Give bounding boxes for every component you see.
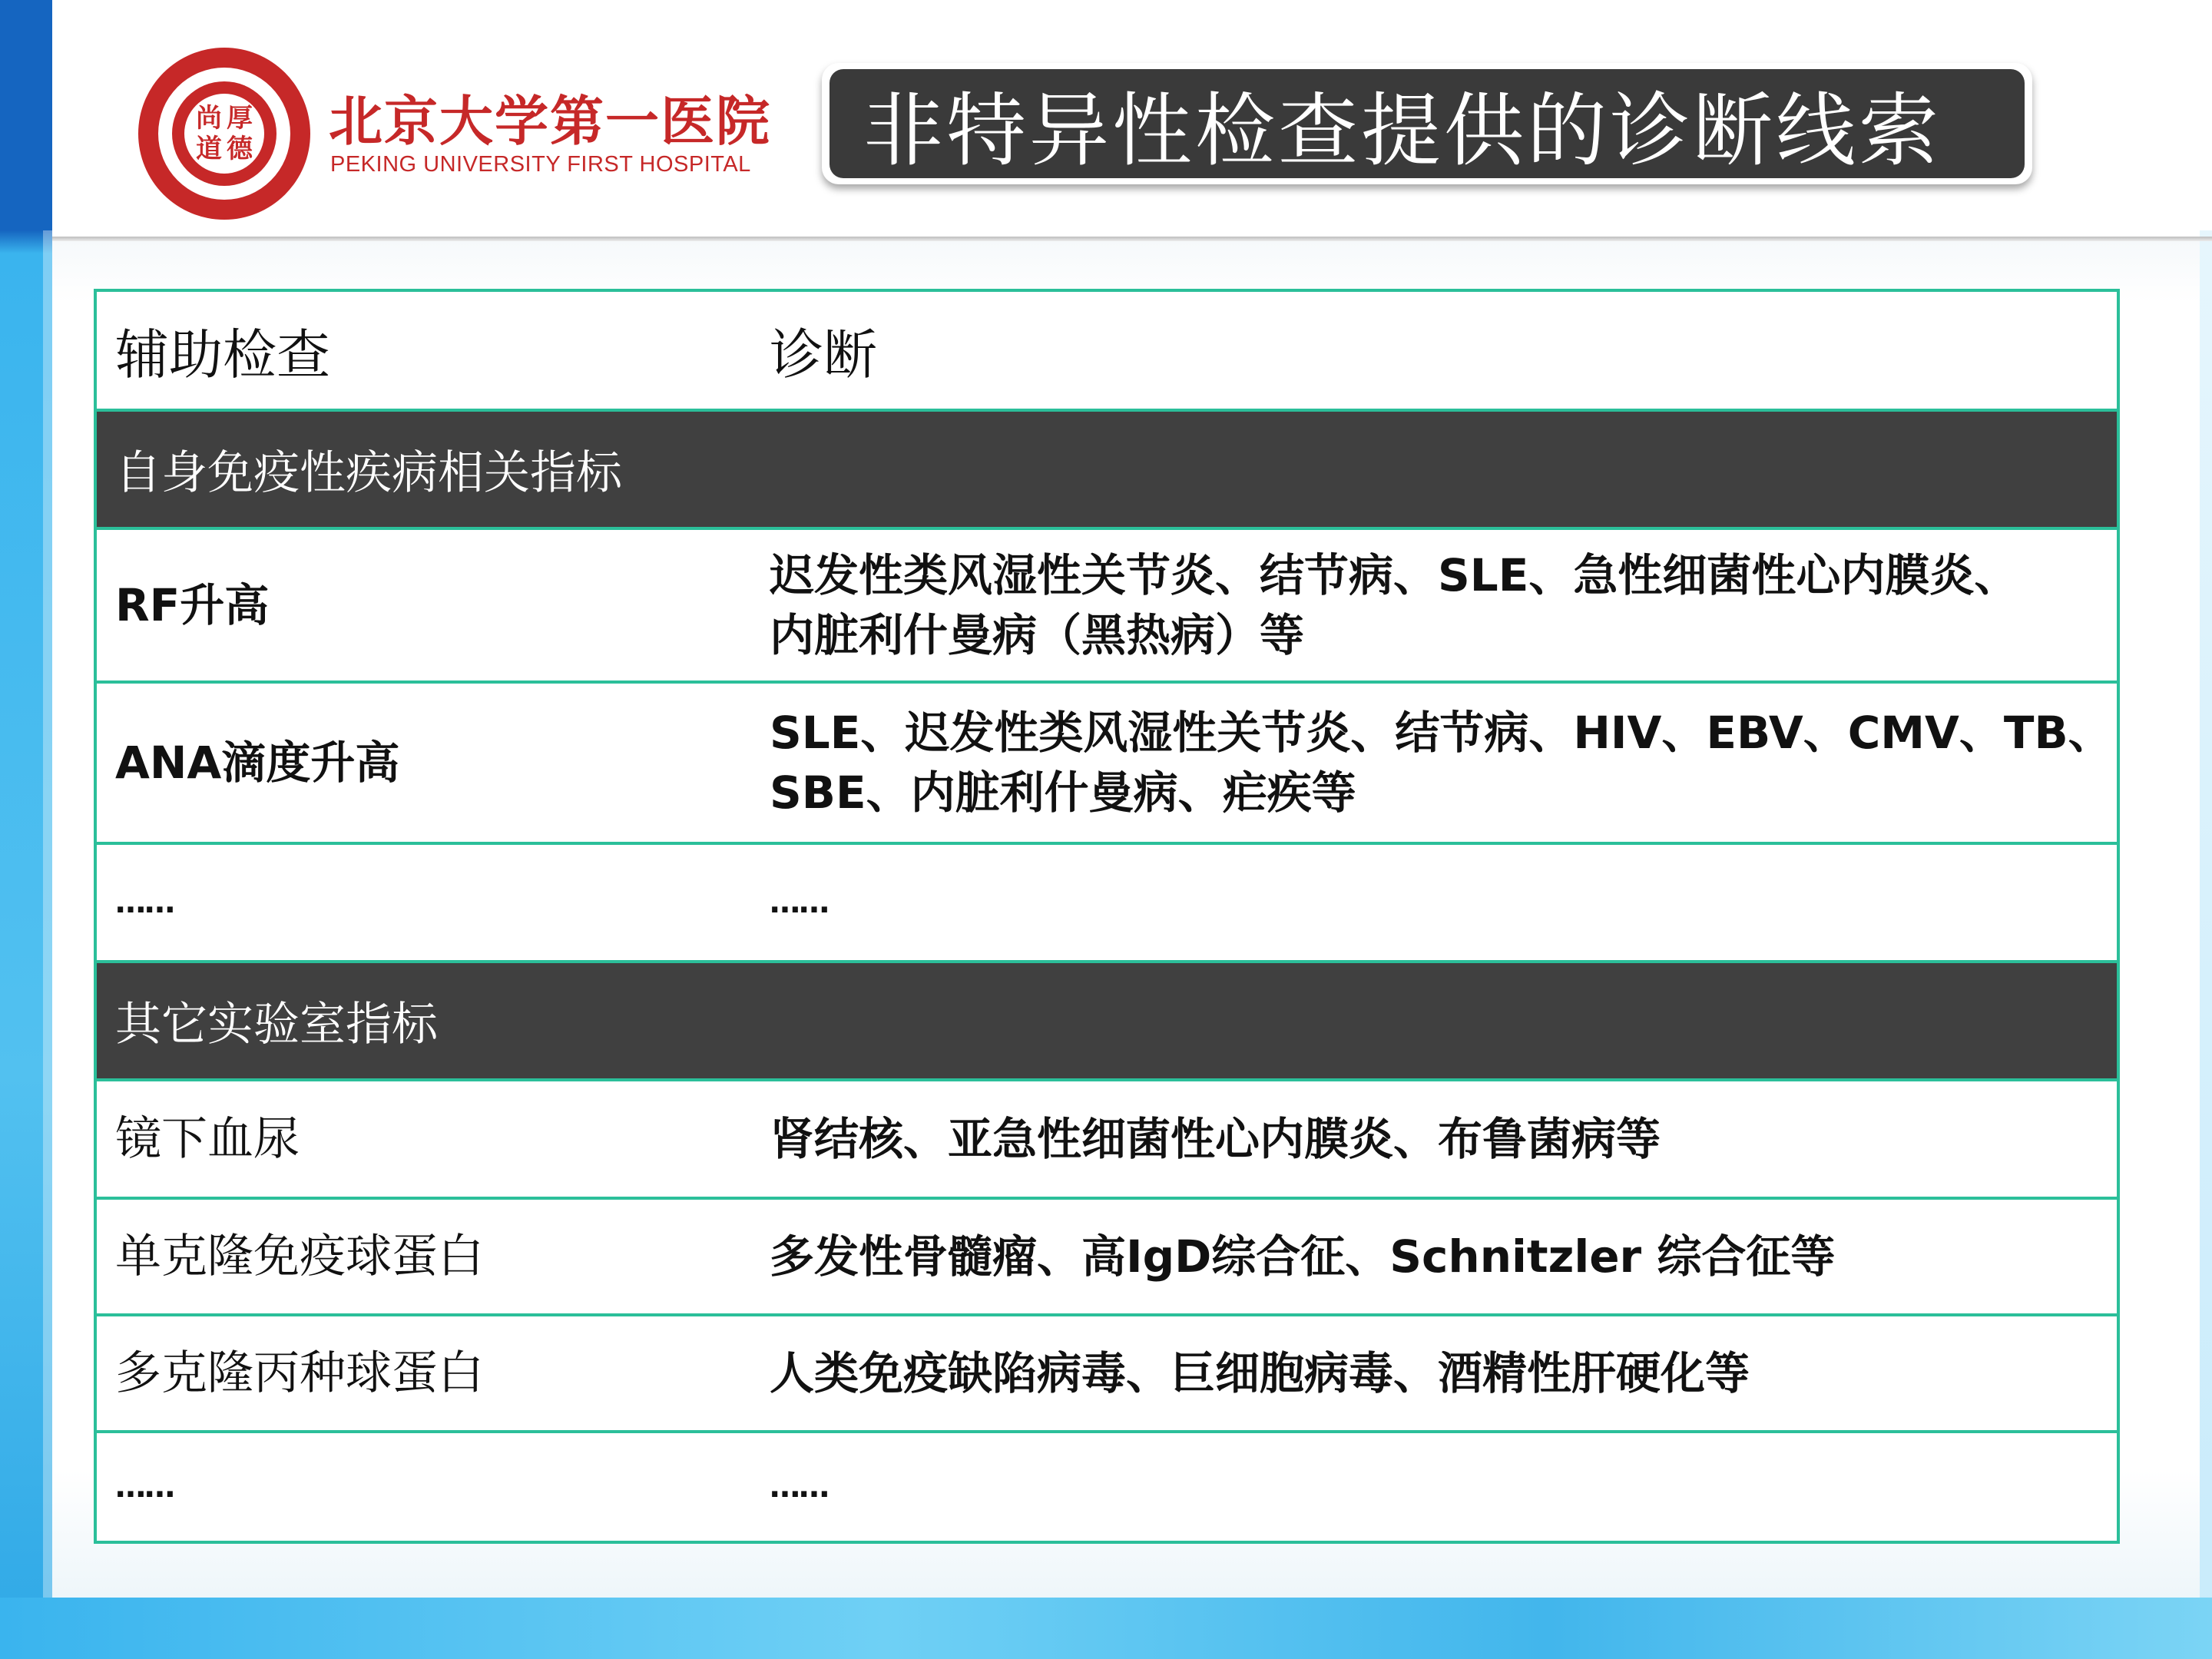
table-header-row: [97, 292, 2117, 412]
section-header-autoimmune: [97, 412, 2117, 530]
column-header-diagnosis: 诊断: [770, 323, 877, 386]
test-cell: ……: [115, 885, 174, 920]
section-header-other-lab: [97, 963, 2117, 1081]
test-cell: ANA滴度升高: [115, 737, 400, 789]
table-row: [97, 1081, 2117, 1200]
slide-title-box: [822, 63, 2032, 184]
diagnosis-cell: 肾结核、亚急性细菌性心内膜炎、布鲁菌病等: [770, 1113, 1661, 1165]
diagnosis-table: [94, 289, 2120, 1544]
table-row: [97, 1316, 2117, 1433]
column-header-test: 辅助检查: [115, 323, 330, 386]
table-row: [97, 845, 2117, 963]
table-row: [97, 530, 2117, 684]
test-cell: 镜下血尿: [115, 1112, 300, 1166]
table-row: [97, 1433, 2117, 1541]
header-divider: [52, 237, 2212, 241]
test-cell: ……: [115, 1469, 174, 1505]
section-title: 其它实验室指标: [115, 998, 438, 1051]
diagnosis-cell: 迟发性类风湿性关节炎、结节病、SLE、急性细菌性心内膜炎、 内脏利什曼病（黑热病）等: [770, 549, 2019, 661]
section-title: 自身免疫性疾病相关指标: [115, 446, 622, 500]
hospital-name-en: PEKING UNIVERSITY FIRST HOSPITAL: [330, 152, 751, 177]
diagnosis-cell: 人类免疫缺陷病毒、巨细胞病毒、酒精性肝硬化等: [770, 1347, 1750, 1399]
diagnosis-cell: ……: [770, 885, 828, 920]
test-cell: RF升高: [115, 579, 270, 631]
slide-title: 非特异性检查提供的诊断线索: [830, 69, 2025, 178]
diagnosis-cell: SLE、迟发性类风湿性关节炎、结节病、HIV、EBV、CMV、TB、 SBE、内脏利什曼病、疟疾等: [770, 707, 2113, 819]
right-frame-bar: [2200, 230, 2212, 1659]
hospital-logo: [138, 48, 771, 224]
hospital-name-cn: 北京大学第一医院: [329, 89, 771, 153]
table-row: [97, 1200, 2117, 1316]
seal-glyphs: 尚 厚 道 德: [196, 103, 253, 164]
left-frame-bar: [0, 0, 52, 1659]
table-row: [97, 684, 2117, 845]
test-cell: 单克隆免疫球蛋白: [115, 1230, 484, 1283]
diagnosis-cell: ……: [770, 1469, 828, 1505]
hospital-seal-icon: [138, 48, 310, 220]
bottom-frame-bar: [0, 1598, 2212, 1659]
test-cell: 多克隆丙种球蛋白: [115, 1346, 484, 1400]
diagnosis-cell: 多发性骨髓瘤、高IgD综合征、Schnitzler 综合征等: [770, 1230, 1836, 1283]
